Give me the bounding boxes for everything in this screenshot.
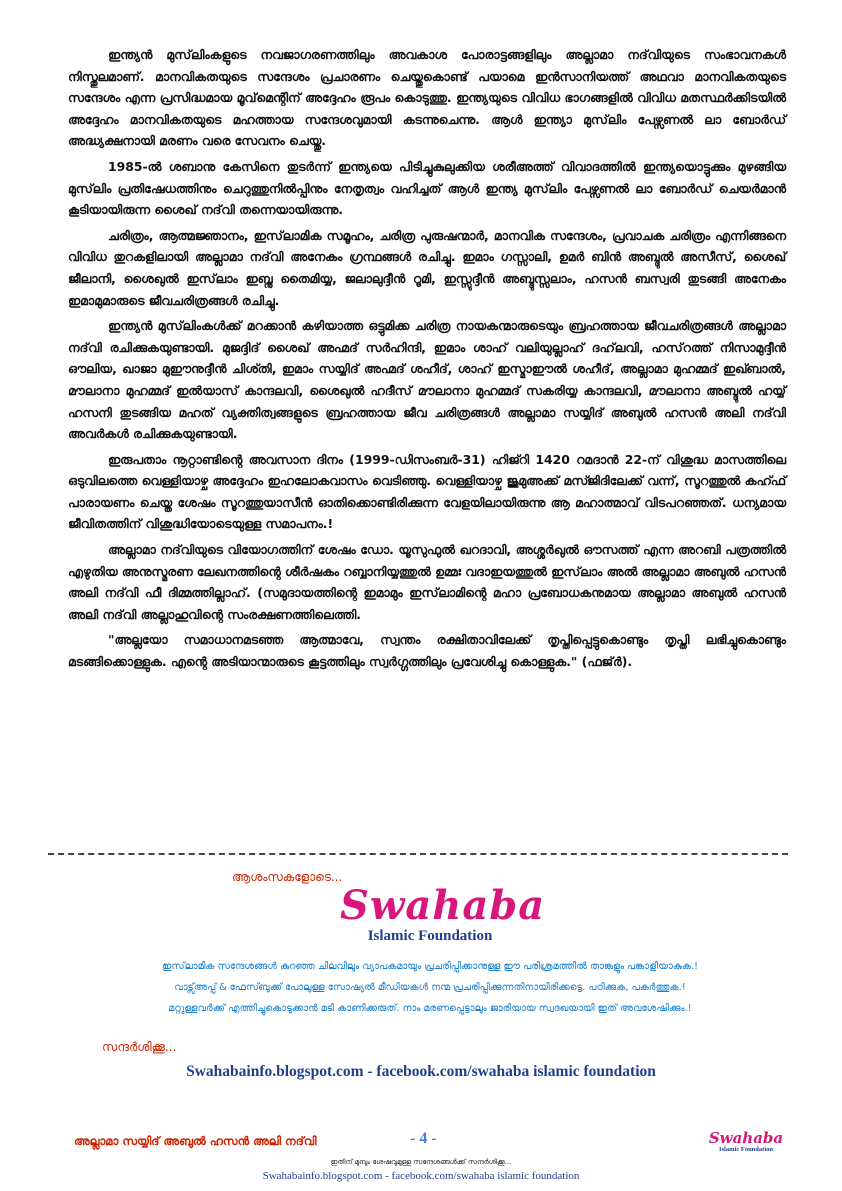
- footer-logo-title: Swahaba: [708, 1129, 784, 1147]
- paragraph: ചരിത്രം, ആത്മജ്ഞാനം, ഇസ്‌ലാമിക സമൂഹം, ചരിത്ര പുരുഷന്മാർ, മാനവിക സന്ദേശം, പ്രവാചക ചരിത്രം എന്നിങ്ങനെ വിവിധ തുറകളിലായി അല്ലാമാ നദ്‌വി അനേകം ഗ്രന്ഥങ്ങൾ രചിച്ചു. ഇമാം ഗസ്സാലി, ഉമർ ബിൻ അബ്ദുൽ അസീസ്, ശൈഖ് ജീലാനി, ശൈഖുൽ ഇസ്‌ലാം ഇബ്നു തൈമിയ്യ, ജലാലുദ്ദീൻ റൂമി, ഇസ്സുദ്ദീൻ അബ്ദുസ്സലാം, ഹസൻ ബസ്വരി തുടങ്ങി അനേകം ഇമാമുമാരുടെ ജീവചരിത്രങ്ങൾ രചിച്ചു.: [68, 227, 786, 308]
- paragraph: 1985-ൽ ശബാനു കേസിനെ തുടർന്ന് ഇന്ത്യയെ പിടിച്ചുകുലുക്കിയ ശരീഅത്ത് വിവാദത്തിൽ ഇന്ത്യയൊട്ടുക്കും മുഴങ്ങിയ മുസ്‌ലിം പ്രതിഷേധത്തിനും ചെറുത്തുനിൽപ്പിനും നേതൃത്വം വഹിച്ചത് ആൾ ഇന്ത്യ മുസ്‌ലിം പേഴ്സണൽ ലാ ബോർഡ് ചെയർമാൻ കൂടിയായിരുന്ന ശൈഖ് നദ്‌വി തന്നെയായിരുന്നു.: [68, 158, 786, 218]
- website-links[interactable]: Swahabainfo.blogspot.com - facebook.com/swahaba islamic foundation: [186, 1063, 656, 1080]
- promo-line: വാട്സ്അപ്പ് & ഫേസ്ബുക്ക് പോലുള്ള സോഷ്യൽ മീഡിയകൾ നന്മ പ്രചരിപ്പിക്കുന്നതിനായിരിക്കട്ടെ. പഠിക്കുക, പകർത്തുക.!: [174, 982, 686, 993]
- logo-title: Swahaba: [340, 882, 546, 929]
- swahaba-logo: [340, 882, 546, 944]
- footer-note: ഇതിന് മുമ്പും ശേഷവുമുള്ള സന്ദേശങ്ങൾക്ക് സന്ദർശിക്കൂ...: [330, 1158, 512, 1166]
- promo-message: [60, 956, 800, 1019]
- footer-logo-subtitle: Islamic Foundation: [719, 1146, 773, 1153]
- quote-paragraph: "അല്ലയോ സമാധാനമടഞ്ഞ ആത്മാവേ, സ്വന്തം രക്ഷിതാവിലേക്ക് തൃപ്തിപ്പെട്ടുകൊണ്ടും തൃപ്തി ലഭിച്ചുകൊണ്ടും മടങ്ങിക്കൊള്ളുക. എന്റെ അടിയാന്മാരുടെ കൂട്ടത്തിലും സ്വർഗ്ഗത്തിലും പ്രവേശിച്ചു കൊള്ളുക." (ഫജ്ർ).: [68, 632, 786, 670]
- paragraph: ഇന്ത്യൻ മുസ്‌ലിംകളുടെ നവജാഗരണത്തിലും അവകാശ പോരാട്ടങ്ങളിലും അല്ലാമാ നദ്‌വിയുടെ സംഭാവനകൾ നിസ്തുലമാണ്. മാനവികതയുടെ സന്ദേശം പ്രചാരണം ചെയ്തുകൊണ്ട് പയാമെ ഇൻസാനിയത്ത് അഥവാ മാനവികതയുടെ സന്ദേശം എന്ന പ്രസിദ്ധമായ മൂവ്‌മെന്റിന് അദ്ദേഹം രൂപം കൊടുത്തു. ഇന്ത്യയുടെ വിവിധ ഭാഗങ്ങളിൽ വിവിധ മതസ്ഥർക്കിടയിൽ അദ്ദേഹം മാനവികതയുടെ മഹത്തായ സന്ദേശവുമായി കടന്നുചെന്നു. ആൾ ഇന്ത്യാ മുസ്‌ലിം പേഴ്സണൽ ലാ ബോർഡ് അദ്ധ്യക്ഷനായി മരണം വരെ സേവനം ചെയ്തു.: [68, 47, 786, 149]
- logo-subtitle: Islamic Foundation: [367, 928, 493, 944]
- section-divider: [48, 853, 788, 855]
- footer-logo: [706, 1130, 786, 1153]
- promo-line: മറ്റുള്ളവർക്ക് എത്തിച്ചുകൊടുക്കാൻ മടി കാണിക്കരുത്. നാം മരണപ്പെട്ടാലും ജാരിയായ സ്വദഖയായി ഇത് അവശേഷിക്കും.!: [168, 1003, 692, 1014]
- article-body: [68, 44, 786, 677]
- paragraph: അല്ലാമാ നദ്‌വിയുടെ വിയോഗത്തിന് ശേഷം ഡോ. യൂസുഫുൽ ഖറദാവി, അശ്ശർഖുൽ ഔസത്ത് എന്ന അറബി പത്രത്തിൽ എഴുതിയ അനുസ്മരണ ലേഖനത്തിന്റെ ശീർഷകം റബ്ബാനിയ്യത്തുൽ ഉമ്മഃ വദാഇയത്തുൽ ഇസ്‌ലാം അൽ അല്ലാമാ അബുൽ ഹസൻ അലി നദ്‌വി ഫീ ദിമ്മത്തില്ലാഹ്. (സമുദായത്തിന്റെ ഇമാമും ഇസ്‌ലാമിന്റെ മഹാ പ്രബോധകനുമായ അല്ലാമാ അബുൽ ഹസൻ അലി നദ്‌വി അല്ലാഹുവിന്റെ സംരക്ഷണത്തിലെത്തി.: [68, 542, 786, 622]
- page-number: - 4 -: [410, 1130, 437, 1147]
- paragraph: ഇന്ത്യൻ മുസ്‌ലിംകൾക്ക് മറക്കാൻ കഴിയാത്ത ഒട്ടുമിക്ക ചരിത്ര നായകന്മാരുടെയും ബ്രഹത്തായ ജീവചരിത്രങ്ങൾ അല്ലാമാ നദ്‌വി രചിക്കുകയുണ്ടായി. മുജദ്ദിദ് ശൈഖ് അഹ്മദ് സർഹിന്ദി, ഇമാം ശാഹ് വലിയുല്ലാഹ് ദഹ്‌ലവി, ഹസ്‌റത്ത് നിസാമുദ്ദീൻ ഔലിയ, ഖാജാ മുഈനുദ്ദീൻ ചിശ്തി, ഇമാം സയ്യിദ് അഹ്മദ് ശഹീദ്, ശാഹ് ഇസ്മാഈൽ ശഹീദ്, അല്ലാമാ മുഹമ്മദ് ഇഖ്ബാൽ, മൗലാനാ മുഹമ്മദ് ഇൽയാസ് കാന്ദലവി, ശൈഖുൽ ഹദീസ് മൗലാനാ മുഹമ്മദ് സകരിയ്യ കാന്ദലവി, മൗലാനാ അബ്ദുൽ ഹയ്യ് ഹസനി തുടങ്ങിയ മഹത് വ്യക്തിത്വങ്ങളുടെ ബ്രഹത്തായ ജീവ ചരിത്രങ്ങൾ അല്ലാമാ സയ്യിദ് അബുൽ ഹസൻ അലി നദ്‌വി അവർകൾ രചിക്കുകയുണ്ടായി.: [68, 318, 786, 442]
- greeting-text: ആശംസകളോടെ...: [232, 870, 343, 884]
- visit-label: സന്ദർശിക്കൂ...: [102, 1040, 177, 1054]
- promo-line: ഇസ്‌ലാമിക സന്ദേശങ്ങൾ കുറഞ്ഞ ചിലവിലും വ്യാപകമായും പ്രചരിപ്പിക്കാനുള്ള ഈ പരിശ്രമത്തിൽ താങ്കളും പങ്കാളിയാകുക.!: [162, 961, 698, 972]
- paragraph: ഇരുപതാം നൂറ്റാണ്ടിന്റെ അവസാന ദിനം (1999-ഡിസംബർ-31) ഹിജ്റി 1420 റമദാൻ 22-ന് വിശുദ്ധ മാസത്തിലെ ഒടുവിലത്തെ വെള്ളിയാഴ്ച അദ്ദേഹം ഇഹലോകവാസം വെടിഞ്ഞു. വെള്ളിയാഴ്ച ജുമുഅക്ക് മസ്ജിദിലേക്ക് വന്ന്, സൂറത്തുൽ കഹ്ഫ് പാരായണം ചെയ്ത ശേഷം സൂറത്തുയാസീൻ ഓതിക്കൊണ്ടിരിക്കുന്ന വേളയിലായിരുന്നു ആ മഹാത്മാവ് വിടപറഞ്ഞത്. ധന്യമായ ജീവിതത്തിന് വിശുദ്ധിയോടെയുള്ള സമാപനം.!: [68, 451, 786, 532]
- footer-links[interactable]: Swahabainfo.blogspot.com - facebook.com/swahaba islamic foundation: [262, 1170, 580, 1182]
- footer-title: അല്ലാമാ സയ്യിദ് അബുൽ ഹസൻ അലി നദ്‌വി: [74, 1134, 317, 1148]
